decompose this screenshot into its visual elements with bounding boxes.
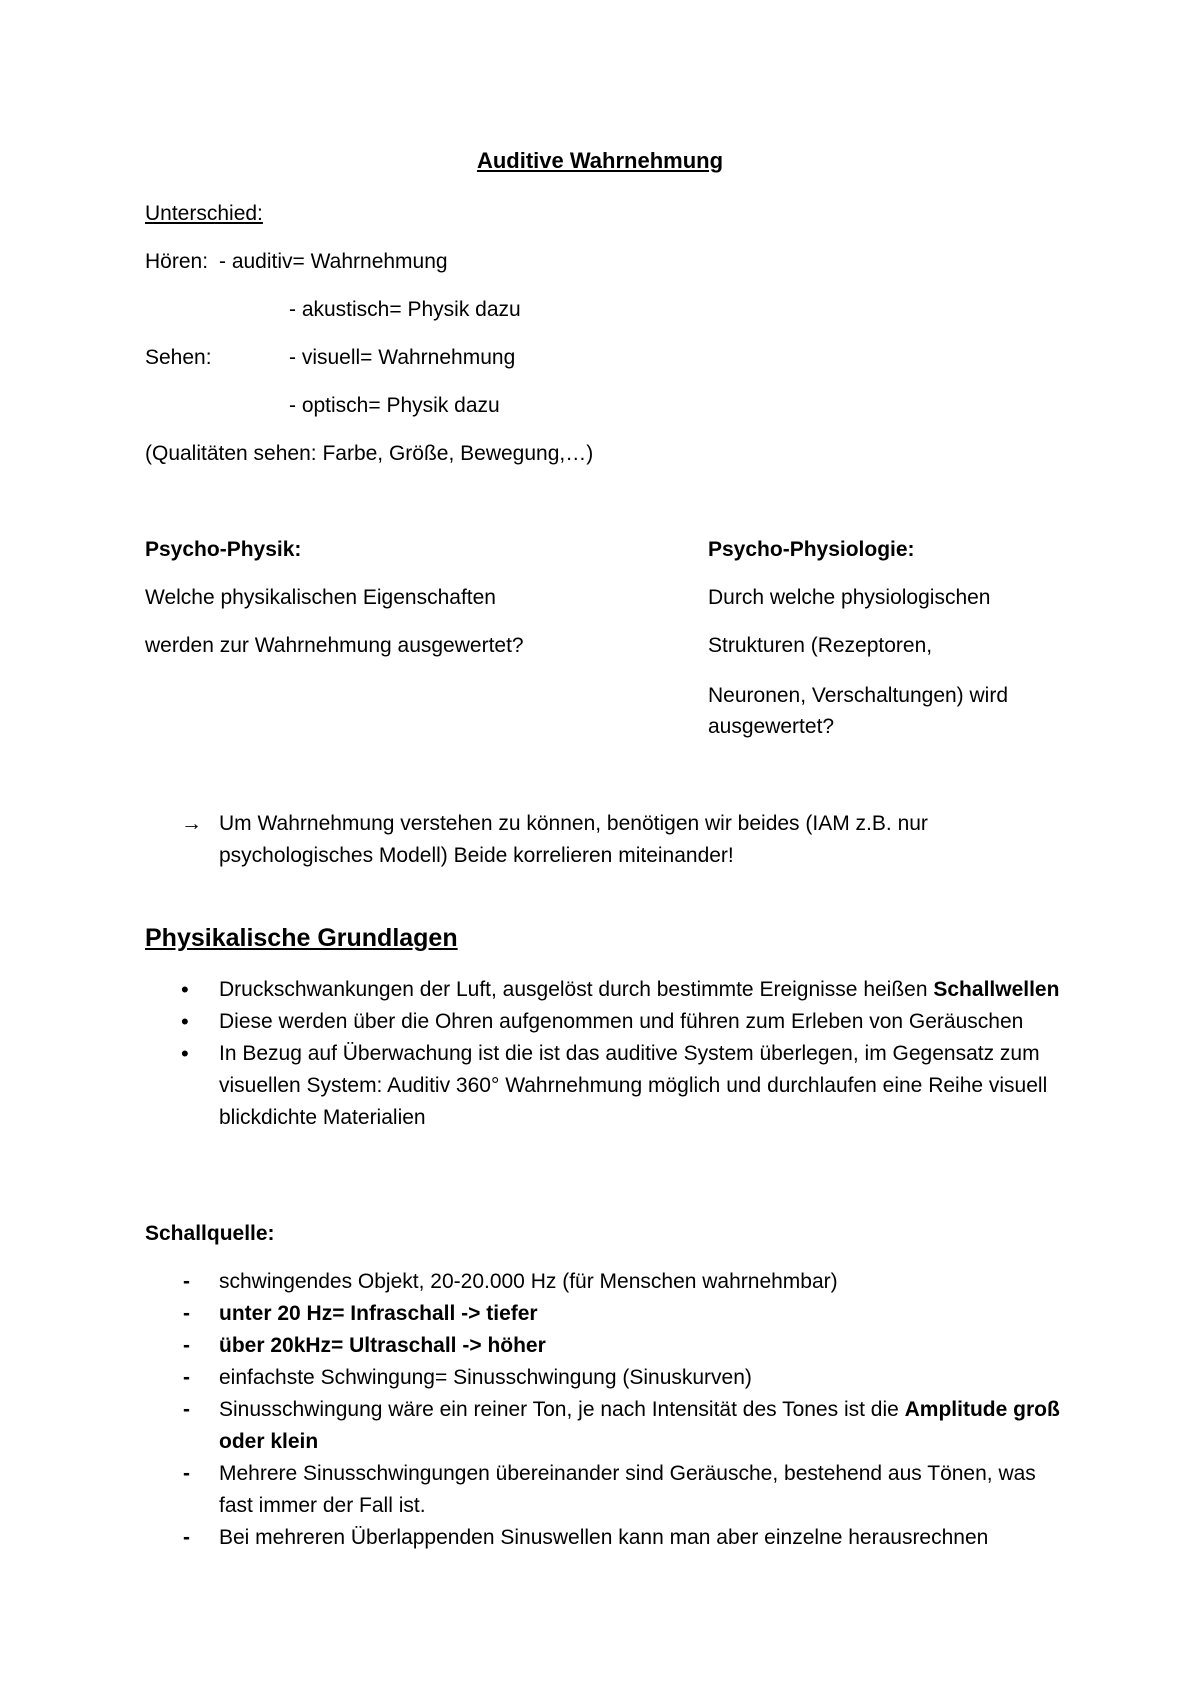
list-item-text: Druckschwankungen der Luft, ausgelöst durch bestimmte Ereignisse heißen bbox=[219, 978, 934, 1001]
arrow-icon: → bbox=[181, 812, 202, 835]
schallquelle-dash-list bbox=[145, 1266, 1065, 1554]
hoeren-auditiv: - auditiv= Wahrnehmung bbox=[219, 250, 448, 273]
psycho-physik-line: Welche physikalischen Eigenschaften bbox=[145, 586, 496, 609]
list-item-text: schwingendes Objekt, 20-20.000 Hz (für Menschen wahrnehmbar) bbox=[219, 1270, 838, 1293]
bullet-icon: • bbox=[181, 977, 189, 1002]
hoeren-akustisch: - akustisch= Physik dazu bbox=[289, 298, 521, 321]
list-item-bold-text: Schallwellen bbox=[933, 978, 1060, 1001]
list-item-bold-text: Amplitude groß oder klein bbox=[219, 1398, 1060, 1453]
qualitaeten-note: (Qualitäten sehen: Farbe, Größe, Bewegung,…) bbox=[145, 442, 594, 465]
grundlagen-bullet-list bbox=[145, 974, 1065, 1134]
list-item-text: Sinusschwingung wäre ein reiner Ton, je nach Intensität des Tones ist die bbox=[219, 1398, 905, 1421]
list-item-bold-text: über 20kHz= Ultraschall -> höher bbox=[219, 1334, 546, 1357]
psycho-physiologie-line: ausgewertet? bbox=[708, 715, 835, 738]
hoeren-label: Hören: bbox=[145, 250, 209, 273]
dash-marker: - bbox=[183, 1366, 190, 1389]
dash-marker: - bbox=[183, 1526, 190, 1549]
dash-marker: - bbox=[183, 1334, 190, 1357]
schallquelle-heading: Schallquelle: bbox=[145, 1222, 275, 1245]
bullet-icon: • bbox=[181, 1041, 189, 1066]
list-item-text: einfachste Schwingung= Sinusschwingung (Sinuskurven) bbox=[219, 1366, 752, 1389]
psycho-physik-line: werden zur Wahrnehmung ausgewertet? bbox=[145, 634, 524, 657]
arrow-note-text: Um Wahrnehmung verstehen zu können, benötigen wir beides (IAM z.B. nur psychologisches Modell) Beide korrelieren miteinander! bbox=[219, 812, 928, 867]
dash-marker: - bbox=[183, 1398, 190, 1421]
psycho-physiologie-line: Durch welche physiologischen bbox=[708, 586, 991, 609]
bullet-list-item bbox=[145, 1006, 1065, 1038]
dash-list-item bbox=[145, 1522, 1065, 1554]
unterschied-heading: Unterschied: bbox=[145, 202, 263, 225]
dash-list-item bbox=[145, 1394, 1065, 1458]
list-item-bold-text: unter 20 Hz= Infraschall -> tiefer bbox=[219, 1302, 538, 1325]
dash-marker: - bbox=[183, 1302, 190, 1325]
list-item-text: Diese werden über die Ohren aufgenommen und führen zum Erleben von Geräuschen bbox=[219, 1010, 1024, 1033]
dash-list-item bbox=[145, 1330, 1065, 1362]
dash-list-item bbox=[145, 1298, 1065, 1330]
bullet-list-item bbox=[145, 974, 1065, 1006]
list-item-text: Bei mehreren Überlappenden Sinuswellen kann man aber einzelne herausrechnen bbox=[219, 1526, 989, 1549]
sehen-optisch: - optisch= Physik dazu bbox=[289, 394, 500, 417]
dash-marker: - bbox=[183, 1462, 190, 1485]
dash-list-item bbox=[145, 1362, 1065, 1394]
psycho-physiologie-heading: Psycho-Physiologie: bbox=[708, 538, 915, 561]
dash-marker: - bbox=[183, 1270, 190, 1293]
dash-list-item bbox=[145, 1458, 1065, 1522]
list-item-text: In Bezug auf Überwachung ist die ist das auditive System überlegen, im Gegensatz zum visuellen System: Auditiv 360° Wahrnehmung möglich und durchlaufen eine Reihe visuell blickdichte Materialien bbox=[219, 1042, 1048, 1129]
sehen-visuell: - visuell= Wahrnehmung bbox=[289, 346, 516, 369]
psycho-physiologie-line: Strukturen (Rezeptoren, bbox=[708, 634, 933, 657]
arrow-note bbox=[145, 808, 1065, 872]
page-title: Auditive Wahrnehmung bbox=[476, 148, 724, 173]
psycho-physik-heading: Psycho-Physik: bbox=[145, 538, 302, 561]
section-heading-physikalische-grundlagen: Physikalische Grundlagen bbox=[145, 924, 458, 952]
psycho-physiologie-line: Neuronen, Verschaltungen) wird bbox=[708, 684, 1009, 707]
bullet-icon: • bbox=[181, 1009, 189, 1034]
list-item-text: Mehrere Sinusschwingungen übereinander sind Geräusche, bestehend aus Tönen, was fast immer der Fall ist. bbox=[219, 1462, 1036, 1517]
bullet-list-item bbox=[145, 1038, 1065, 1134]
dash-list-item bbox=[145, 1266, 1065, 1298]
sehen-label: Sehen: bbox=[145, 346, 212, 369]
